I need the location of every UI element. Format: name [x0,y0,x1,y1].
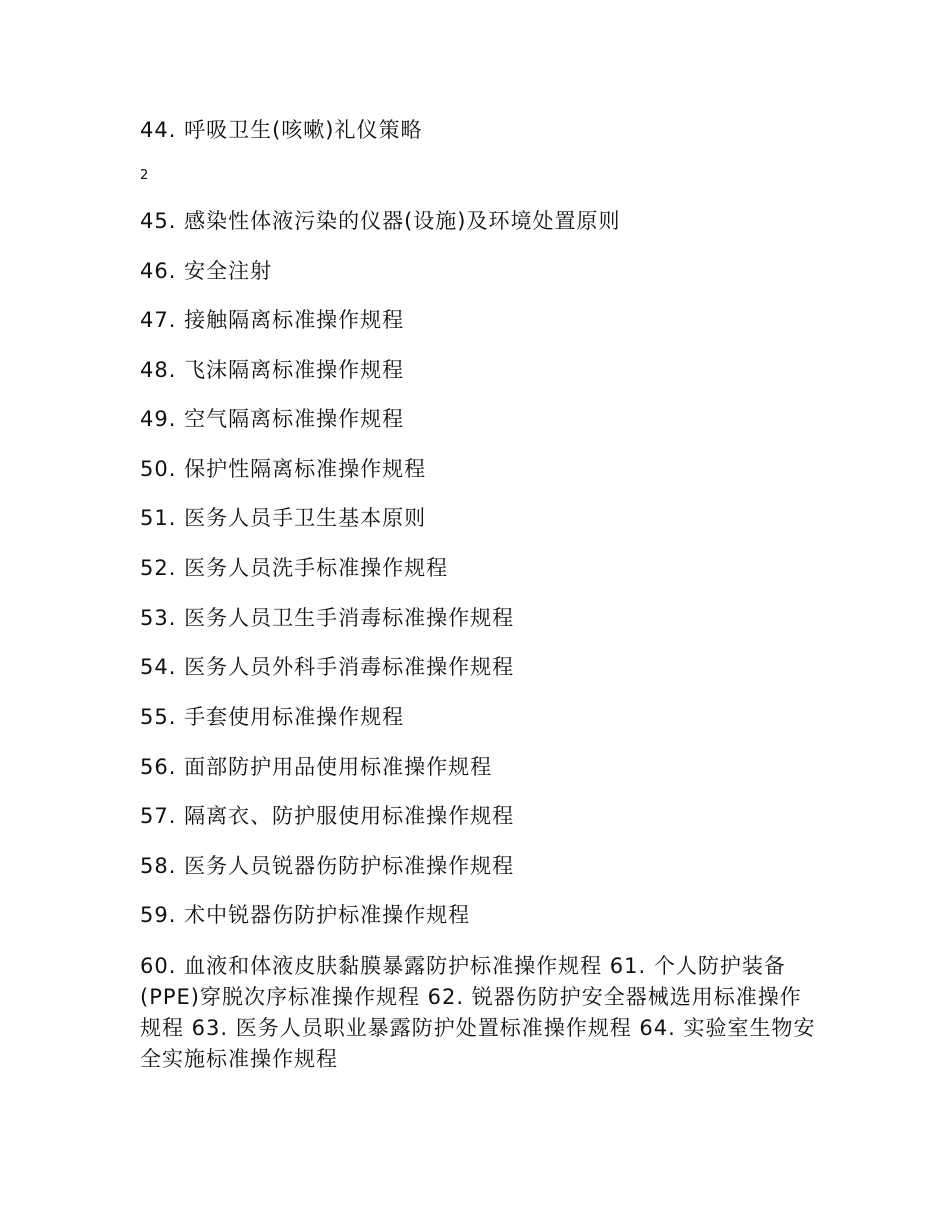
list-item: 46. 安全注射 [140,259,273,283]
list-item: 59. 术中锐器伤防护标准操作规程 [140,903,471,927]
list-item: 57. 隔离衣、防护服使用标准操作规程 [140,804,515,828]
list-item: 53. 医务人员卫生手消毒标准操作规程 [140,606,515,630]
list-item: 50. 保护性隔离标准操作规程 [140,457,427,481]
list-item: 56. 面部防护用品使用标准操作规程 [140,755,493,779]
list-item: 44. 呼吸卫生(咳嗽)礼仪策略 [140,118,423,142]
closing-paragraph: 60. 血液和体液皮肤黏膜暴露防护标准操作规程 61. 个人防护装备(PPE)穿脱次序标准操作规程 62. 锐器伤防护安全器械选用标准操作规程 63. 医务人员职业暴露防护处置标准操作规程 64. 实验室生物安全实施标准操作规程 [140,954,816,1071]
list-item: 54. 医务人员外科手消毒标准操作规程 [140,655,515,679]
list-item: 47. 接触隔离标准操作规程 [140,308,405,332]
list-item: 49. 空气隔离标准操作规程 [140,407,405,431]
list-item: 48. 飞沫隔离标准操作规程 [140,358,405,382]
list-item: 58. 医务人员锐器伤防护标准操作规程 [140,854,515,878]
list-item: 52. 医务人员洗手标准操作规程 [140,556,449,580]
page-number: 2 [140,168,149,183]
list-item: 51. 医务人员手卫生基本原则 [140,506,427,530]
list-item: 45. 感染性体液污染的仪器(设施)及环境处置原则 [140,209,621,233]
list-item: 55. 手套使用标准操作规程 [140,705,405,729]
